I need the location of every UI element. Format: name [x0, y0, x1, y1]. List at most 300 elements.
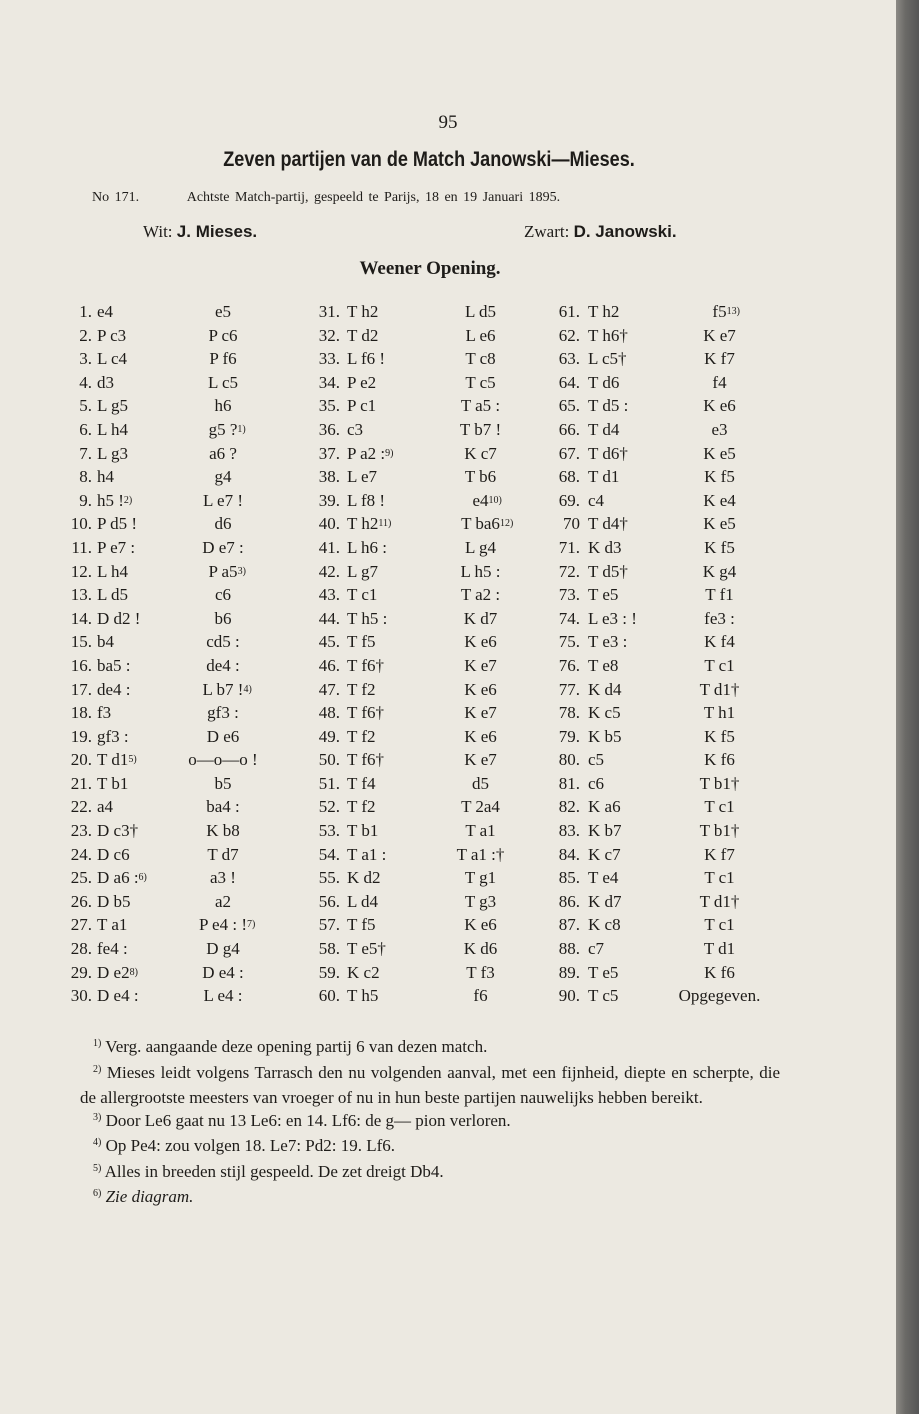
move-row: [300, 866, 560, 890]
black-move: e5: [214, 302, 232, 321]
footnote-ref: 9): [385, 447, 394, 459]
black-move: T g1: [464, 868, 497, 888]
move-number: 75.: [558, 632, 580, 652]
move-number: 86.: [558, 891, 580, 911]
move-row: [550, 347, 810, 371]
move-number: 80.: [558, 750, 580, 770]
footnote: [80, 1036, 780, 1062]
black-move: d6: [214, 514, 232, 534]
moves-column-1: [60, 300, 320, 1008]
white-move: c6: [588, 773, 605, 793]
white-move: T h2: [347, 302, 379, 321]
white-move: K c8: [588, 915, 621, 935]
black-move: K f6: [704, 750, 735, 770]
move-row: [60, 795, 320, 819]
move-row: [550, 418, 810, 442]
move-number: 29.: [70, 962, 92, 982]
move-number: 36.: [318, 419, 340, 439]
move-row: [300, 678, 560, 702]
move-number: 42.: [318, 561, 340, 581]
black-move: K e5: [703, 514, 736, 534]
move-row: [550, 536, 810, 560]
move-row: [300, 937, 560, 961]
white-move: K d2: [347, 868, 381, 888]
move-number: 8.: [79, 467, 92, 487]
move-number: 7.: [79, 443, 92, 463]
white-move: T c1: [347, 585, 378, 605]
move-number: 85.: [558, 868, 580, 888]
move-row: [300, 324, 560, 348]
move-row: [300, 607, 560, 631]
move-number: 64.: [558, 372, 580, 392]
move-number: 60.: [318, 986, 340, 1006]
black-move: P e4 : ! 7): [178, 913, 268, 937]
black-move: g4: [214, 467, 232, 487]
black-move: o—o—o !: [188, 750, 258, 770]
black-move: L h5 :: [460, 561, 501, 581]
white-move: T d6†: [588, 443, 628, 463]
white-move: T d4†: [588, 514, 628, 534]
move-row: [300, 961, 560, 985]
move-row: [300, 371, 560, 395]
black-move: P c6: [208, 325, 238, 345]
white-move: T a1 :: [347, 844, 387, 864]
move-number: 88.: [558, 939, 580, 959]
white-move: T e5†: [347, 939, 386, 959]
black-move: g5 ? 1): [178, 418, 268, 442]
footnote-text: Door Le6 gaat nu 13 Le6: en 14. Lf6: de g— pion verloren.: [105, 1110, 511, 1130]
footnote-text: Verg. aangaande deze opening partij 6 van dezen match.: [105, 1037, 488, 1056]
move-row: [550, 630, 810, 654]
move-number: 79.: [558, 726, 580, 746]
move-row: [550, 866, 810, 890]
black-move: K b8: [206, 821, 240, 841]
white-move: D d2 !: [97, 608, 141, 628]
footnote-ref: 1): [237, 423, 246, 435]
black-move: D e6: [206, 726, 240, 746]
move-number: 70: [563, 514, 580, 534]
white-move: a4: [97, 797, 114, 817]
white-move: T h5 :: [347, 608, 388, 628]
footnote: [80, 1186, 780, 1212]
white-move: T d4: [588, 419, 620, 439]
move-row: [550, 465, 810, 489]
black-move: K e7: [464, 703, 497, 723]
move-number: 82.: [558, 797, 580, 817]
black-move: T f1: [705, 585, 734, 605]
white-move: T f6†: [347, 750, 384, 770]
black-move: gf3 :: [207, 703, 239, 723]
black-move: T a5 :: [460, 396, 501, 416]
move-row: [550, 748, 810, 772]
black-move: K f6: [704, 962, 735, 982]
white-move: K b7: [588, 821, 622, 841]
move-number: 62.: [558, 325, 580, 345]
move-row: [60, 489, 320, 513]
move-number: 31.: [318, 302, 340, 321]
black-move: D g4: [206, 939, 240, 959]
move-number: 49.: [318, 726, 340, 746]
white-move: K a6: [588, 797, 621, 817]
move-number: 30.: [70, 986, 92, 1006]
move-row: [550, 701, 810, 725]
white-move: h4: [97, 467, 114, 487]
black-name: D. Janowski.: [573, 222, 677, 241]
white-move: T e5: [588, 585, 619, 605]
black-move: T 2a4: [461, 797, 500, 817]
white-move: K d3: [588, 537, 622, 557]
white-player: [143, 222, 257, 242]
move-row: [550, 984, 810, 1008]
move-number: 44.: [318, 608, 340, 628]
white-move: T e4: [588, 868, 619, 888]
black-move: K e4: [703, 490, 736, 510]
move-row: [60, 866, 320, 890]
move-row: [60, 819, 320, 843]
move-row: [60, 560, 320, 584]
move-row: [60, 678, 320, 702]
move-number: 35.: [318, 396, 340, 416]
black-move: K e7: [703, 325, 736, 345]
white-move: K b5: [588, 726, 622, 746]
footnote-ref: 3): [237, 565, 246, 577]
move-number: 17.: [70, 679, 92, 699]
move-row: [300, 560, 560, 584]
move-number: 3.: [79, 349, 92, 369]
move-number: 89.: [558, 962, 580, 982]
move-number: 77.: [558, 679, 580, 699]
move-row: [550, 890, 810, 914]
black-move: T c5: [465, 372, 496, 392]
black-move: L e4 :: [203, 986, 243, 1006]
move-number: 16.: [70, 655, 92, 675]
move-row: [300, 347, 560, 371]
move-row: [550, 843, 810, 867]
footnote-text: Op Pe4: zou volgen 18. Le7: Pd2: 19. Lf6.: [105, 1136, 396, 1155]
move-number: 55.: [318, 868, 340, 888]
footnote-text: Mieses leidt volgens Tarrasch den nu volgenden aanval, met een fijnheid, diepte en scherpte, die de allergrootste meesters van vroeger of nu in hun beste partijen nauwelijks hebben bereikt.: [80, 1062, 781, 1107]
game-number: No 171.: [92, 190, 140, 205]
black-move: L g4: [464, 537, 496, 557]
footnotes: [80, 1036, 780, 1212]
move-row: [550, 819, 810, 843]
move-row: [300, 394, 560, 418]
white-move: T f5: [347, 915, 376, 935]
black-move: K d7: [463, 608, 498, 628]
black-move: K f5: [704, 726, 735, 746]
white-move: T h6†: [588, 325, 628, 345]
white-move: T b1: [97, 773, 129, 793]
move-number: 51.: [318, 773, 340, 793]
white-move: L c4: [97, 349, 128, 369]
black-move: K e7: [464, 750, 497, 770]
white-move: T e3 :: [588, 632, 628, 652]
white-move: D c6: [97, 844, 130, 864]
move-number: 78.: [558, 703, 580, 723]
move-row: [300, 984, 560, 1008]
black-move: T b6: [464, 467, 497, 487]
page-number: 95: [438, 112, 458, 133]
footnote: [80, 1110, 780, 1136]
footnote-mark: 4): [93, 1137, 102, 1148]
move-number: 25.: [70, 868, 92, 888]
white-move: T h2: [588, 302, 620, 321]
move-number: 53.: [318, 821, 340, 841]
move-row: [60, 465, 320, 489]
move-number: 66.: [558, 419, 580, 439]
footnote-ref: 6): [138, 872, 147, 884]
moves-column-3: [550, 300, 810, 1008]
move-number: 54.: [318, 844, 340, 864]
move-number: 28.: [70, 939, 92, 959]
move-row: [60, 442, 320, 466]
white-move: K c2: [347, 962, 380, 982]
move-row: [550, 442, 810, 466]
black-move: fe3 :: [704, 608, 735, 628]
black-move: b6: [214, 608, 232, 628]
black-move: a2: [214, 891, 232, 911]
white-move: L f8 !: [347, 490, 386, 510]
black-player: [524, 222, 677, 242]
white-move: D e2 8): [97, 961, 130, 985]
black-label: Zwart:: [524, 222, 570, 241]
black-move: K d6: [463, 939, 498, 959]
move-row: [550, 961, 810, 985]
move-row: [300, 465, 560, 489]
black-move: T a1 :†: [456, 844, 505, 864]
black-move: L c5: [207, 372, 239, 392]
move-row: [550, 772, 810, 796]
black-move: L d5: [464, 302, 496, 321]
move-row: [60, 725, 320, 749]
move-row: [300, 489, 560, 513]
move-row: [550, 583, 810, 607]
black-move: K f7: [704, 349, 735, 369]
white-move: e4: [97, 302, 114, 321]
move-row: [60, 654, 320, 678]
move-row: [550, 937, 810, 961]
move-number: 37.: [318, 443, 340, 463]
move-number: 5.: [79, 396, 92, 416]
move-number: 15.: [70, 632, 92, 652]
white-move: c5: [588, 750, 605, 770]
game-description: Achtste Match-partij, gespeeld te Parijs, 18 en 19 Januari 1895.: [186, 190, 561, 205]
move-row: [550, 795, 810, 819]
move-number: 59.: [318, 962, 340, 982]
black-move: ba4 :: [206, 797, 240, 817]
white-move: T h5: [347, 986, 379, 1006]
white-move: c3: [347, 419, 364, 439]
move-row: [300, 583, 560, 607]
white-move: L g7: [347, 561, 379, 581]
white-move: f3: [97, 703, 112, 723]
move-row: [300, 300, 560, 324]
black-move: T c8: [465, 349, 496, 369]
black-move: T f3: [466, 962, 495, 982]
move-number: 74.: [558, 608, 580, 628]
move-number: 73.: [558, 585, 580, 605]
move-row: [60, 583, 320, 607]
black-move: K e5: [703, 443, 736, 463]
white-move: T d6: [588, 372, 620, 392]
white-move: d3: [97, 372, 114, 392]
footnote-ref: 10): [488, 494, 502, 506]
white-move: L d5: [97, 585, 129, 605]
white-move: T f2: [347, 726, 376, 746]
black-move: e3: [711, 419, 728, 439]
white-move: T f2: [347, 679, 376, 699]
move-number: 4.: [79, 372, 92, 392]
white-move: L h6 :: [347, 537, 387, 557]
move-row: [60, 394, 320, 418]
black-move: e4 10): [428, 489, 533, 513]
move-row: [550, 725, 810, 749]
move-number: 10.: [70, 514, 92, 534]
white-move: T d1 5): [97, 748, 128, 772]
move-number: 81.: [558, 773, 580, 793]
white-move: T d2: [347, 325, 379, 345]
black-move: T d7: [207, 844, 239, 864]
white-move: P d5 !: [97, 514, 137, 534]
white-move: P a2 : 9): [347, 442, 385, 466]
black-move: K g4: [702, 561, 737, 581]
black-move: T b7 !: [459, 419, 502, 439]
move-row: [550, 913, 810, 937]
move-number: 27.: [70, 915, 92, 935]
move-number: 76.: [558, 655, 580, 675]
move-row: [60, 772, 320, 796]
move-number: 24.: [70, 844, 92, 864]
move-row: [60, 607, 320, 631]
move-number: 48.: [318, 703, 340, 723]
move-row: [300, 772, 560, 796]
move-number: 46.: [318, 655, 340, 675]
move-row: [550, 654, 810, 678]
move-number: 83.: [558, 821, 580, 841]
footnote-ref: 8): [129, 966, 138, 978]
move-number: 18.: [70, 703, 92, 723]
white-move: K c5: [588, 703, 621, 723]
move-row: [550, 489, 810, 513]
move-number: 9.: [79, 490, 92, 510]
move-row: [60, 630, 320, 654]
move-number: 71.: [558, 537, 580, 557]
move-number: 11.: [71, 537, 92, 557]
move-number: 19.: [70, 726, 92, 746]
move-number: 52.: [318, 797, 340, 817]
white-move: D e4 :: [97, 986, 139, 1006]
move-number: 26.: [70, 891, 92, 911]
black-move: L e6: [465, 325, 496, 345]
black-move: de4 :: [206, 655, 240, 675]
black-move: c6: [214, 585, 232, 605]
black-move: K e6: [464, 679, 497, 699]
move-row: [60, 984, 320, 1008]
white-move: T f6†: [347, 655, 384, 675]
white-move: D a6 : 6): [97, 866, 139, 890]
white-move: b4: [97, 632, 114, 652]
move-number: 22.: [70, 797, 92, 817]
move-row: [60, 961, 320, 985]
move-number: 23.: [70, 821, 92, 841]
footnote-ref: 4): [243, 683, 252, 695]
black-move: T h1: [703, 703, 736, 723]
move-number: 32.: [318, 325, 340, 345]
move-row: [550, 324, 810, 348]
black-move: T c1: [704, 655, 735, 675]
black-move: T c1: [704, 868, 735, 888]
white-move: P e2: [347, 372, 377, 392]
footnote: [80, 1161, 780, 1187]
black-move: T c1: [704, 915, 735, 935]
black-move: K e6: [464, 726, 497, 746]
white-move: c4: [588, 490, 605, 510]
move-row: [300, 725, 560, 749]
footnote-mark: 5): [93, 1162, 102, 1174]
black-move: K f5: [704, 467, 735, 487]
page-edge: [896, 0, 919, 1414]
move-number: 58.: [318, 939, 340, 959]
move-row: [60, 937, 320, 961]
black-move: Opgegeven.: [678, 986, 761, 1006]
black-move: L b7 ! 4): [178, 678, 268, 702]
white-move: T d5 :: [588, 396, 629, 416]
move-row: [550, 560, 810, 584]
move-row: [60, 913, 320, 937]
move-number: 90.: [558, 986, 580, 1006]
white-move: T f2: [347, 797, 376, 817]
white-move: L g3: [97, 443, 129, 463]
move-row: [300, 795, 560, 819]
move-row: [60, 512, 320, 536]
black-move: T ba6 12): [428, 512, 533, 536]
move-number: 65.: [558, 396, 580, 416]
black-move: d5: [472, 773, 489, 793]
move-number: 68.: [558, 467, 580, 487]
black-move: T d1: [703, 939, 736, 959]
white-move: L e7: [347, 467, 378, 487]
black-move: T a1: [465, 821, 496, 841]
white-move: T d5†: [588, 561, 628, 581]
white-move: T f5: [347, 632, 376, 652]
black-move: a3 !: [210, 868, 236, 888]
white-name: J. Mieses.: [176, 222, 258, 241]
black-move: h6: [214, 396, 232, 416]
white-move: D b5: [97, 891, 131, 911]
black-move: T b1†: [699, 821, 740, 841]
move-row: [550, 512, 810, 536]
white-move: fe4 :: [97, 939, 128, 959]
black-move: K e6: [703, 396, 736, 416]
white-move: P e7 :: [97, 537, 136, 557]
move-row: [550, 300, 810, 324]
black-move: f5 13): [667, 300, 772, 324]
move-number: 45.: [318, 632, 340, 652]
white-move: L d4: [347, 891, 379, 911]
white-move: K c7: [588, 844, 621, 864]
black-move: T d1†: [699, 679, 740, 699]
move-number: 43.: [318, 585, 340, 605]
move-number: 50.: [318, 750, 340, 770]
white-move: L c5†: [588, 349, 627, 369]
black-move: K e6: [464, 632, 497, 652]
footnote-ref: 13): [726, 306, 740, 317]
footnote-mark: 3): [93, 1111, 102, 1123]
opening-title: Weener Opening.: [359, 258, 501, 279]
footnote-mark: 2): [93, 1063, 102, 1075]
footnote-ref: 12): [499, 518, 514, 530]
white-move: K d7: [588, 891, 622, 911]
